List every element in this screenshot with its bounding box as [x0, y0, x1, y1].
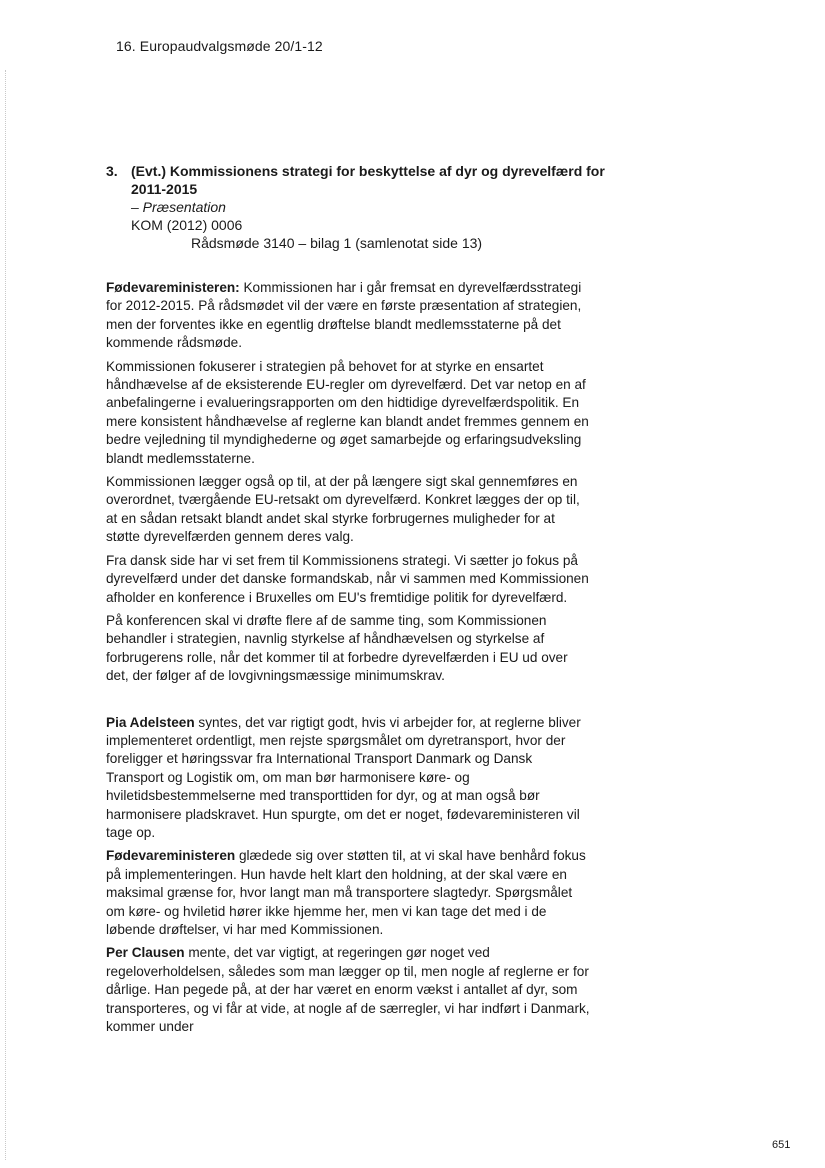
- agenda-council-ref: Rådsmøde 3140 – bilag 1 (samlenotat side 13): [191, 235, 483, 251]
- paragraph-text: syntes, det var rigtigt godt, hvis vi arbejder for, at reglerne bliver implementeret ordentligt, men rejste spørgsmålet om dyretransport, hvor der foreligger et høringssvar fra International Transport Danmark og Dansk Transport og Logistik om, om man bør harmonisere køre- og hviletidsbestemmelserne med transporttiden for dyr, og at man også bør harmonisere pladskravet. Hun spurgte, om det er noget, fødevareministeren vil tage op.: [106, 714, 581, 840]
- speaker-name: Pia Adelsteen: [106, 714, 195, 730]
- agenda-details: [106, 198, 626, 252]
- page-number: 651: [772, 1139, 791, 1151]
- paragraph-text: Kommissionen har i går fremsat en dyrevelfærdsstrategi for 2012-2015. På rådsmødet vil der være en første præsentation af strategien, men der forventes ikke en egentlig drøftelse blandt medlemsstaterne på det kommende rådsmøde.: [106, 280, 582, 351]
- paragraph-text: mente, det var vigtigt, at regeringen gør noget ved regeloverholdelsen, således som man lægger op til, men nogle af reglerne er for dårlige. Han pegede på, at der har været en enorm vækst i antallet af dyr, som transporteres, og vi får at vide, at nogle af de særregler, vi har indført i Danmark, kommer under: [106, 945, 590, 1035]
- minutes-paragraph: [106, 612, 592, 686]
- agenda-title: (Evt.) Kommissionens strategi for beskyttelse af dyr og dyrevelfærd for 2011-2015: [131, 163, 605, 197]
- paragraph-text: På konferencen skal vi drøfte flere af de samme ting, som Kommissionen behandler i strategien, navnlig styrkelse af håndhævelsen og styrkelse af forbrugerens rolle, når det kommer til at forbedre dyrevelfærden i EU ud over det, der følger af de lovgivningsmæssige minimumskrav.: [106, 612, 568, 684]
- running-header: 16. Europaudvalgsmøde 20/1-12: [116, 38, 323, 54]
- paragraph-text: Kommissionen lægger også op til, at der på længere sigt skal gennemføres en overordnet, tværgående EU-retsakt om dyrevelfærd. Konkret lægges der op til, at en sådan retsakt blandt andet skal styrke forbrugernes muligheder for at støtte dyrevelfærden gennem deres valg.: [106, 474, 580, 545]
- minutes-paragraph: [106, 473, 592, 547]
- minutes-paragraph: [106, 714, 592, 843]
- paragraph-text: Fra dansk side har vi set frem til Kommissionens strategi. Vi sætter jo fokus på dyrevelfærd under det danske formandskab, når vi sammen med Kommissionen afholder en konference i Bruxelles om EU's fremtidige politik for dyrevelfærd.: [106, 552, 589, 605]
- minutes-paragraph: [106, 552, 592, 607]
- minutes-body: [106, 279, 592, 1041]
- agenda-presentation: – Præsentation: [131, 199, 226, 215]
- speaker-name: Fødevareministeren: [106, 848, 236, 864]
- agenda-document-ref: KOM (2012) 0006: [131, 217, 243, 233]
- page-left-edge-line: [5, 70, 6, 1160]
- minutes-paragraph: [106, 358, 592, 468]
- agenda-title-row: [106, 162, 626, 198]
- minutes-paragraph: [106, 279, 592, 353]
- minutes-paragraph: [106, 944, 592, 1036]
- agenda-number: 3.: [106, 163, 118, 179]
- agenda-item: [106, 162, 626, 252]
- minutes-paragraph: [106, 847, 592, 939]
- paragraph-text: glædede sig over støtten til, at vi skal have benhård fokus på implementeringen. Hun havde helt klart den holdning, at der skal være en maksimal grænse for, hvor langt man må transportere slagtedyr. Spørgsmålet om køre- og hviletid hører ikke hjemme her, men vi kan tage det med i de løbende drøftelser, vi har med Kommissionen.: [106, 848, 586, 937]
- speaker-name: Fødevareministeren:: [106, 280, 240, 295]
- speaker-name: Per Clausen: [106, 945, 185, 961]
- paragraph-text: Kommissionen fokuserer i strategien på behovet for at styrke en ensartet håndhævelse af de eksisterende EU-regler om dyrevelfærd. Det var netop en af anbefalingerne i evalueringsrapporten om den hidtidige dyrevelfærdspolitik. En mere konsistent håndhævelse af reglerne kan blandt andet fremmes gennem en bedre vejledning til myndighederne og øget samarbejde og erfaringsudveksling blandt medlemsstaterne.: [106, 358, 589, 466]
